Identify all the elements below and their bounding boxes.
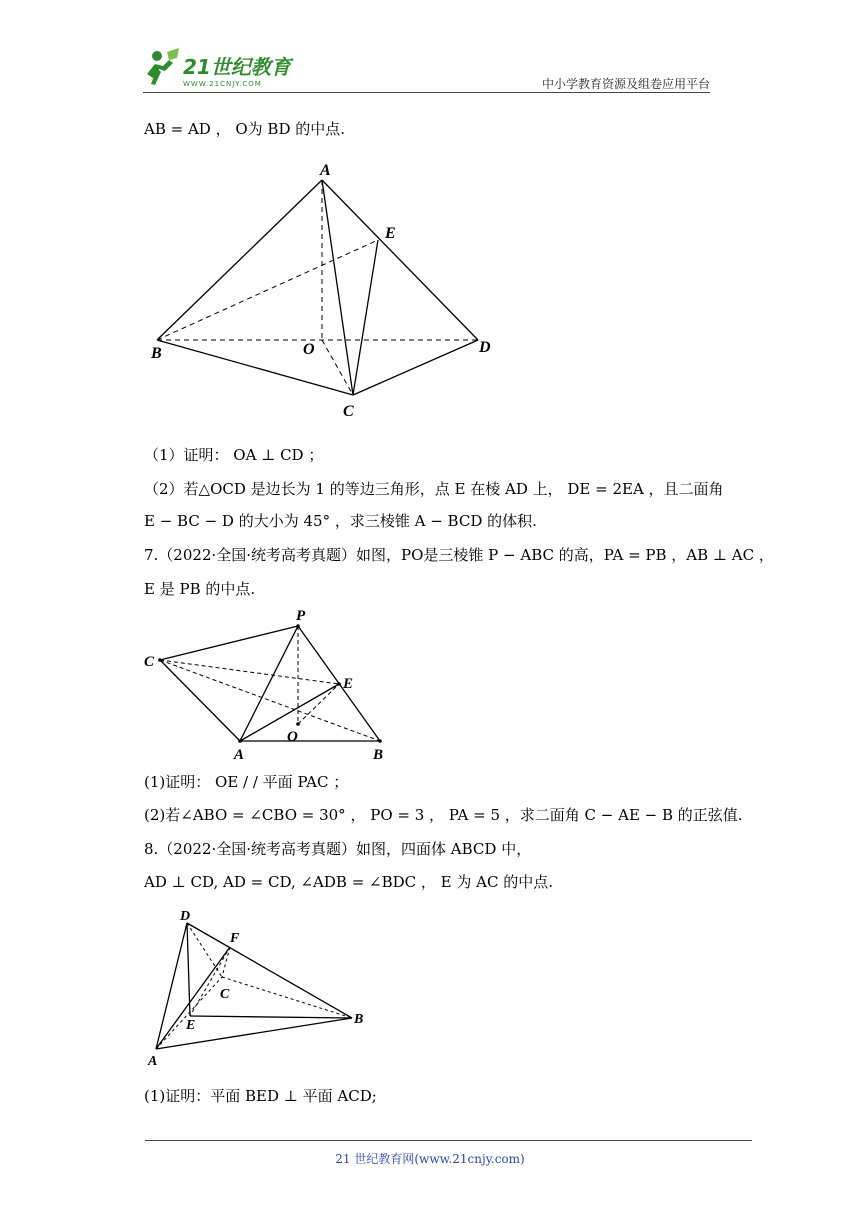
label-E: E [385, 225, 396, 242]
label-C: C [343, 403, 354, 420]
label-P: P [296, 608, 306, 624]
footer-text: 21 世纪教育网(www.21cnjy.com) [335, 1152, 525, 1166]
label-E: E [343, 676, 354, 692]
site-logo [143, 44, 313, 90]
label-A: A [234, 747, 245, 763]
label-B: B [354, 1012, 364, 1027]
figure-tetrahedron-3 [142, 905, 382, 1070]
q7-stem-line2: E 是 PB 的中点. [144, 580, 256, 598]
label-F: F [230, 931, 240, 946]
header-divider [143, 92, 710, 93]
label-A: A [320, 162, 331, 179]
label-B: B [373, 747, 384, 763]
label-C: C [144, 654, 155, 670]
intro-line: AB = AD ， O为 BD 的中点. [144, 120, 346, 138]
label-E: E [186, 1018, 196, 1033]
q8-stem-line1: 8.（2022·全国·统考高考真题）如图，四面体 ABCD 中， [144, 840, 532, 858]
label-B: B [151, 345, 162, 362]
q6-part1: （1）证明： OA ⊥ CD ； [144, 446, 324, 464]
logo-url: WWW.21CNJY.COM [183, 80, 262, 88]
figure-tetrahedron-1 [145, 158, 505, 423]
q6-part2-line1: （2）若△OCD 是边长为 1 的等边三角形，点 E 在棱 AD 上， DE = 2EA ，且二面角 [144, 480, 724, 498]
figure-tetrahedron-2 [142, 604, 402, 764]
label-D: D [180, 909, 191, 924]
logo-text: 21世纪教育 [183, 55, 291, 79]
footer-divider [145, 1140, 752, 1141]
label-C: C [220, 987, 230, 1002]
label-D: D [479, 339, 491, 356]
q8-part1: (1)证明：平面 BED ⊥ 平面 ACD; [144, 1087, 377, 1105]
q8-stem-line2: AD ⊥ CD, AD = CD, ∠ADB = ∠BDC ， E 为 AC 的中点. [144, 873, 553, 891]
runner-icon [147, 48, 179, 85]
q7-stem-line1: 7.（2022·全国·统考高考真题）如图，PO是三棱锥 P − ABC 的高，PA = PB ，AB ⊥ AC ， [144, 546, 774, 564]
q7-part2: (2)若∠ABO = ∠CBO = 30° ， PO = 3 ， PA = 5 ，求二面角 C − AE − B 的正弦值. [144, 806, 743, 824]
q6-part2-line2: E − BC − D 的大小为 45° ，求三棱锥 A − BCD 的体积. [144, 512, 537, 530]
label-O: O [287, 729, 298, 745]
q7-part1: (1)证明： OE / / 平面 PAC ； [144, 773, 349, 791]
platform-name: 中小学教育资源及组卷应用平台 [541, 77, 710, 91]
label-O: O [303, 341, 315, 358]
label-A: A [148, 1054, 158, 1069]
